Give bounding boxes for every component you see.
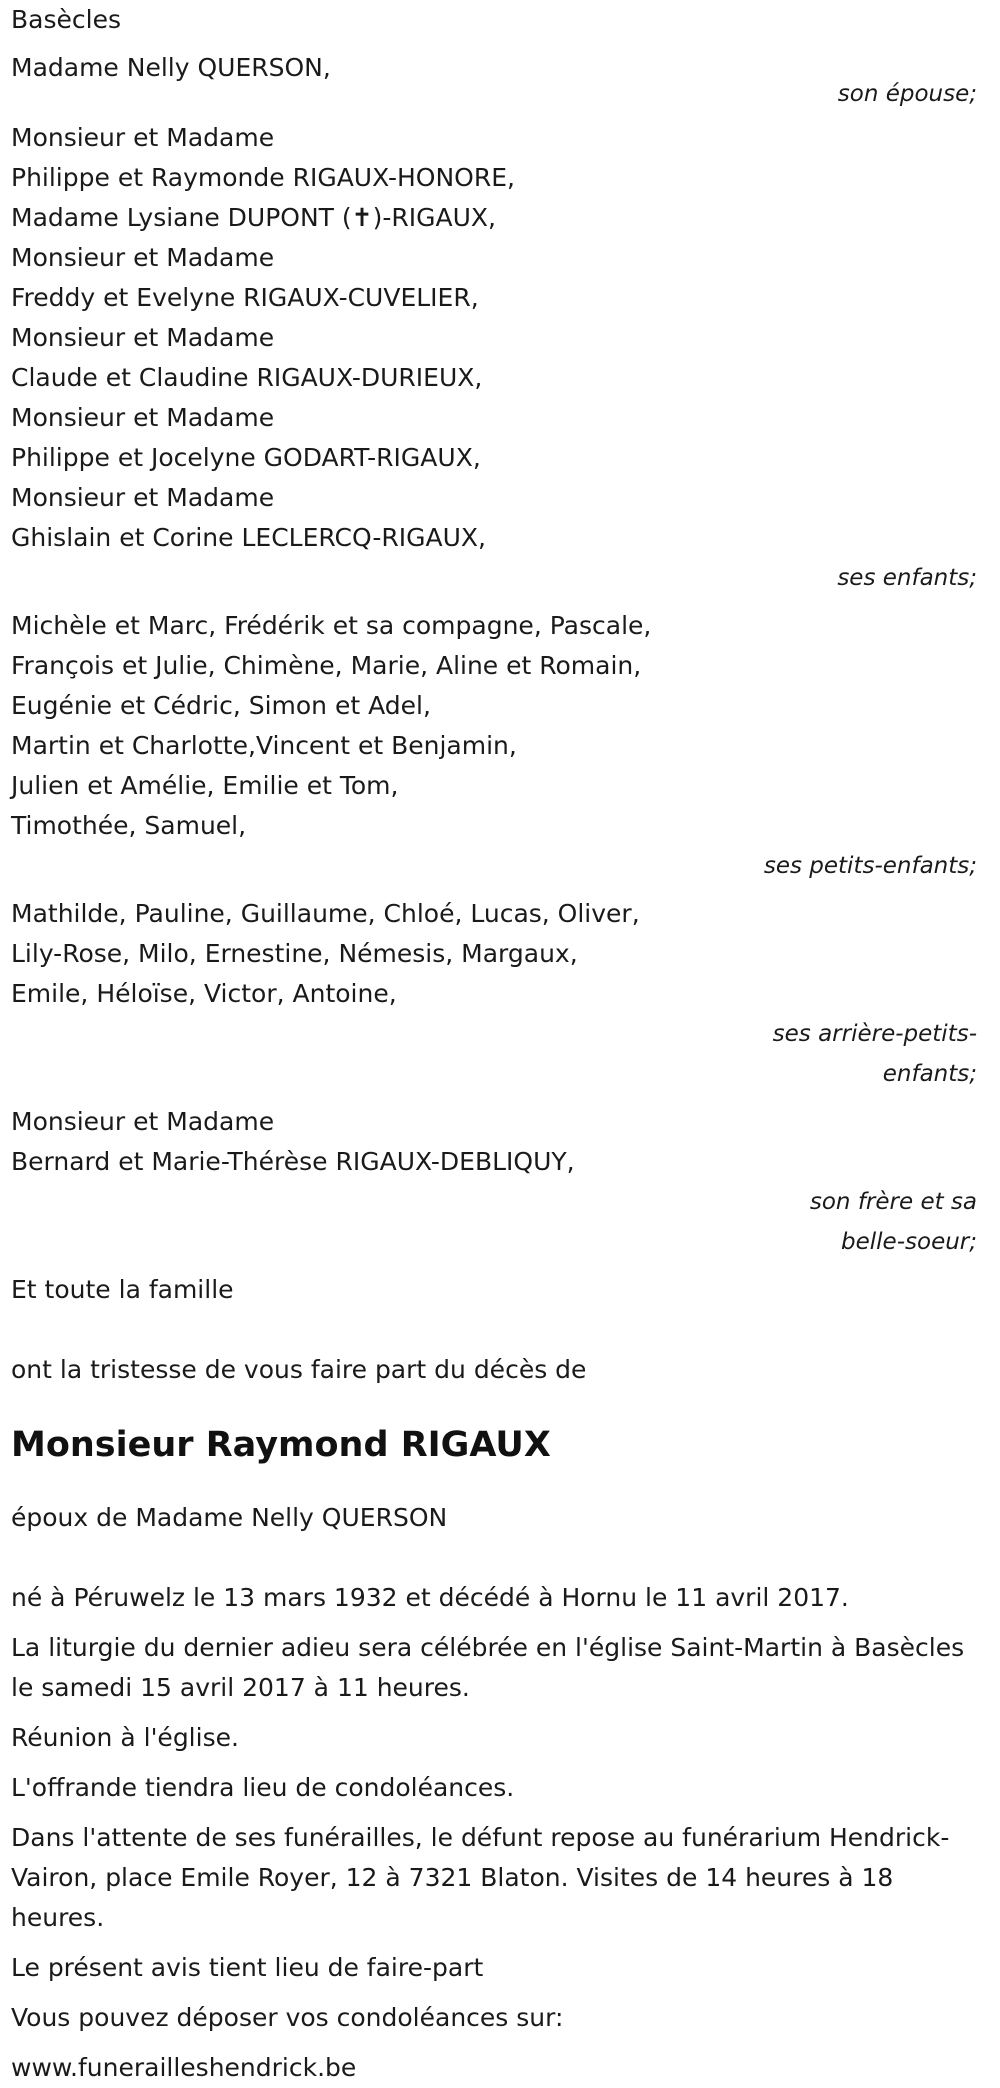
family-section [11, 1270, 989, 1310]
children-line: Claude et Claudine RIGAUX-DURIEUX, [11, 363, 483, 392]
condolences-paragraph: Vous pouvez déposer vos condoléances sur: [11, 2003, 564, 2032]
birth-death-paragraph: né à Péruwelz le 13 mars 1932 et décédé à Hornu le 11 avril 2017. [11, 1583, 849, 1612]
deceased-name: Monsieur Raymond RIGAUX [11, 1425, 551, 1465]
spouse-of-text: époux de Madame Nelly QUERSON [11, 1503, 448, 1532]
children-line: Monsieur et Madame [11, 123, 275, 152]
great-grandchildren-role: enfants; [882, 1061, 977, 1087]
notice-paragraph: Le présent avis tient lieu de faire-part [11, 1953, 484, 1982]
children-line: Philippe et Raymonde RIGAUX-HONORE, [11, 163, 515, 192]
great-grandchildren-role: ses arrière-petits- [772, 1021, 977, 1047]
great-grandchildren-section [11, 894, 989, 1094]
sibling-section [11, 1102, 989, 1262]
funerarium-paragraph: Dans l'attente de ses funérailles, le défunt repose au funérarium Hendrick-Vairon, place Emile Royer, 12 à 7321 Blaton. Visites de 14 heures à 18 heures. [11, 1823, 950, 1932]
sibling-line: Bernard et Marie-Thérèse RIGAUX-DEBLIQUY, [11, 1147, 575, 1176]
grandchildren-line: Martin et Charlotte,Vincent et Benjamin, [11, 731, 517, 760]
children-line: Monsieur et Madame [11, 323, 275, 352]
grandchildren-line: François et Julie, Chimène, Marie, Aline et Romain, [11, 651, 642, 680]
children-line: Monsieur et Madame [11, 403, 275, 432]
children-line: Philippe et Jocelyne GODART-RIGAUX, [11, 443, 481, 472]
grandchildren-role: ses petits-enfants; [763, 853, 977, 879]
liturgy-paragraph: La liturgie du dernier adieu sera célébrée en l'église Saint-Martin à Basècles le samedi 15 avril 2017 à 11 heures. [11, 1633, 965, 1702]
children-line: Monsieur et Madame [11, 243, 275, 272]
offering-paragraph: L'offrande tiendra lieu de condoléances. [11, 1773, 515, 1802]
place-name: Basècles [11, 5, 121, 34]
announcement-text: ont la tristesse de vous faire part du décès de [11, 1355, 587, 1384]
grandchildren-line: Eugénie et Cédric, Simon et Adel, [11, 691, 431, 720]
website-link-wrapper [11, 2048, 989, 2088]
grandchildren-section [11, 606, 989, 886]
children-section [11, 118, 989, 598]
website-link[interactable]: www.funerailleshendrick.be [11, 2053, 357, 2082]
great-grandchildren-line: Lily-Rose, Milo, Ernestine, Némesis, Margaux, [11, 939, 578, 968]
sibling-role: son frère et sa [809, 1189, 977, 1215]
grandchildren-line: Timothée, Samuel, [11, 811, 247, 840]
great-grandchildren-line: Emile, Héloïse, Victor, Antoine, [11, 979, 397, 1008]
children-line: Ghislain et Corine LECLERCQ-RIGAUX, [11, 523, 486, 552]
sibling-role: belle-soeur; [841, 1229, 977, 1255]
children-line: Monsieur et Madame [11, 483, 275, 512]
spouse-section [11, 48, 989, 110]
children-line: Freddy et Evelyne RIGAUX-CUVELIER, [11, 283, 479, 312]
grandchildren-line: Michèle et Marc, Frédérik et sa compagne, Pascale, [11, 611, 652, 640]
grandchildren-line: Julien et Amélie, Emilie et Tom, [11, 771, 399, 800]
meeting-paragraph: Réunion à l'église. [11, 1723, 239, 1752]
children-line: Madame Lysiane DUPONT (✝)-RIGAUX, [11, 203, 496, 232]
spouse-role: son épouse; [837, 81, 977, 107]
spouse-name: Madame Nelly QUERSON, [11, 53, 331, 82]
family-line: Et toute la famille [11, 1275, 234, 1304]
sibling-line: Monsieur et Madame [11, 1107, 275, 1136]
children-role: ses enfants; [837, 565, 977, 591]
great-grandchildren-line: Mathilde, Pauline, Guillaume, Chloé, Lucas, Oliver, [11, 899, 640, 928]
